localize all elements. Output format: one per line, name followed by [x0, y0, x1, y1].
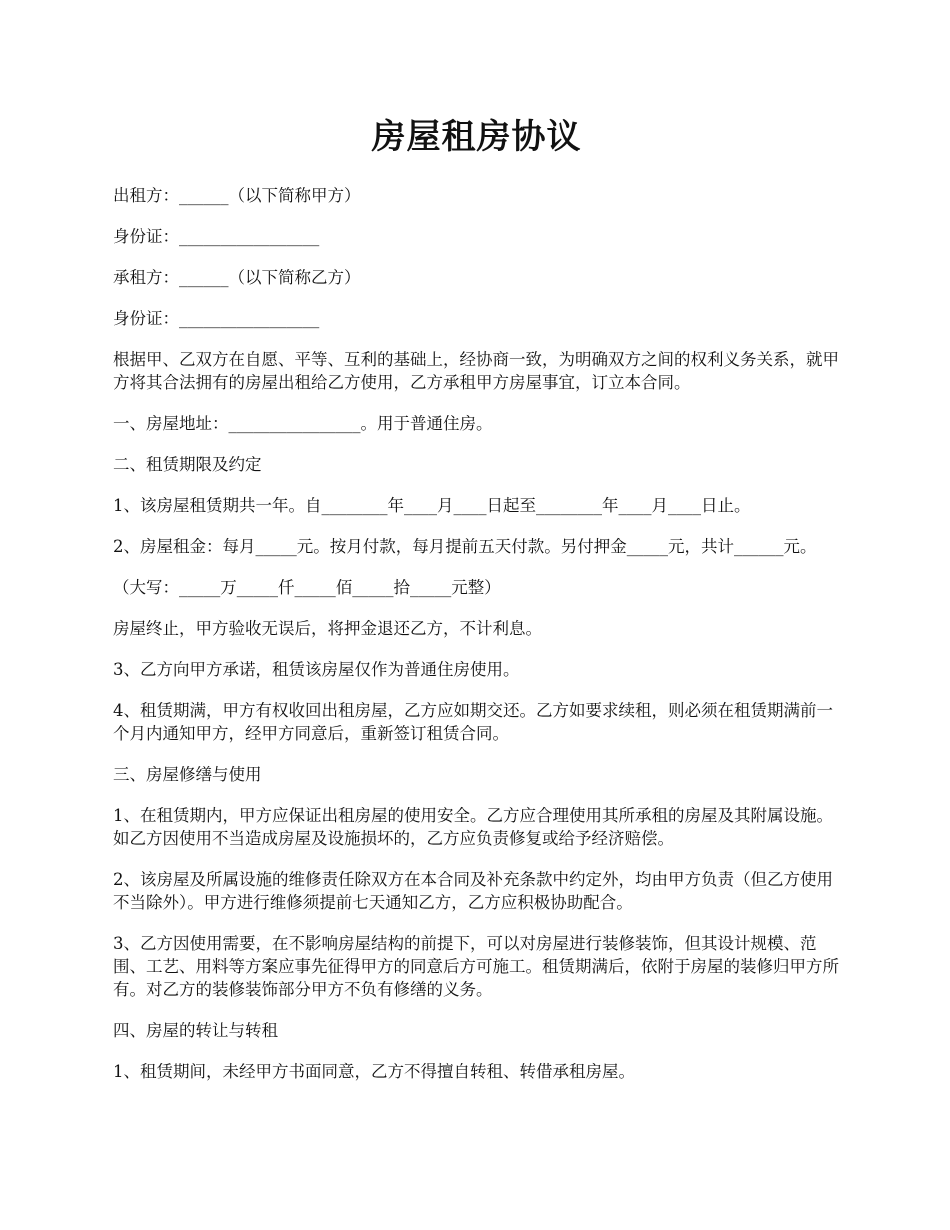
lessor-line: 出租方：______（以下简称甲方）: [113, 186, 361, 205]
document-title: 房屋租房协议: [371, 117, 582, 157]
clause-3-3-renovation: 3、乙方因使用需要，在不影响房屋结构的前提下，可以对房屋进行装修装饰，但其设计规模、范围、工艺、用料等方案应事先征得甲方的同意后方可施工。租赁期满后，依附于房屋的装修归甲方所有。对乙方的装修装饰部分甲方不负有修缮的义务。: [113, 934, 839, 999]
clause-2-3-usage: 3、乙方向甲方承诺，租赁该房屋仅作为普通住房使用。: [113, 660, 520, 679]
amount-in-words-line: （大写：_____万_____仟_____佰_____拾_____元整）: [113, 578, 501, 597]
clause-4-1-sublet: 1、租赁期间，未经甲方书面同意，乙方不得擅自转租、转借承租房屋。: [113, 1062, 635, 1081]
lessee-id-line: 身份证：_________________: [113, 309, 320, 328]
clause-3-2-repairs: 2、该房屋及所属设施的维修责任除双方在本合同及补充条款中约定外，均由甲方负责（但乙方使用不当除外）。甲方进行维修须提前七天通知乙方，乙方应积极协助配合。: [113, 870, 833, 912]
lessee-line: 承租方：______（以下简称乙方）: [113, 268, 361, 287]
clause-2-4-renewal: 4、租赁期满，甲方有权收回出租房屋，乙方应如期交还。乙方如要求续租，则必须在租赁期满前一个月内通知甲方，经甲方同意后，重新签订租赁合同。: [113, 701, 833, 743]
deposit-return-paragraph: 房屋终止，甲方验收无误后，将押金退还乙方，不计利息。: [113, 619, 542, 638]
section-2-heading: 二、租赁期限及约定: [113, 455, 262, 474]
section-1-address: 一、房屋地址：________________。用于普通住房。: [113, 414, 493, 433]
clause-3-1-safety: 1、在租赁期内，甲方应保证出租房屋的使用安全。乙方应合理使用其所承租的房屋及其附属设施。如乙方因使用不当造成房屋及设施损坏的，乙方应负责修复或给予经济赔偿。: [113, 806, 833, 848]
preamble-paragraph: 根据甲、乙双方在自愿、平等、互利的基础上，经协商一致，为明确双方之间的权利义务关系，就甲方将其合法拥有的房屋出租给乙方使用，乙方承租甲方房屋事宜，订立本合同。: [113, 350, 839, 392]
lessor-id-line: 身份证：_________________: [113, 227, 320, 246]
clause-2-2-rent: 2、房屋租金：每月_____元。按月付款，每月提前五天付款。另付押金_____元，共计______元。: [113, 537, 817, 556]
section-3-heading: 三、房屋修缮与使用: [113, 765, 262, 784]
clause-2-1-term: 1、该房屋租赁期共一年。自________年____月____日起至________年____月____日止。: [113, 496, 751, 515]
section-4-heading: 四、房屋的转让与转租: [113, 1021, 278, 1040]
